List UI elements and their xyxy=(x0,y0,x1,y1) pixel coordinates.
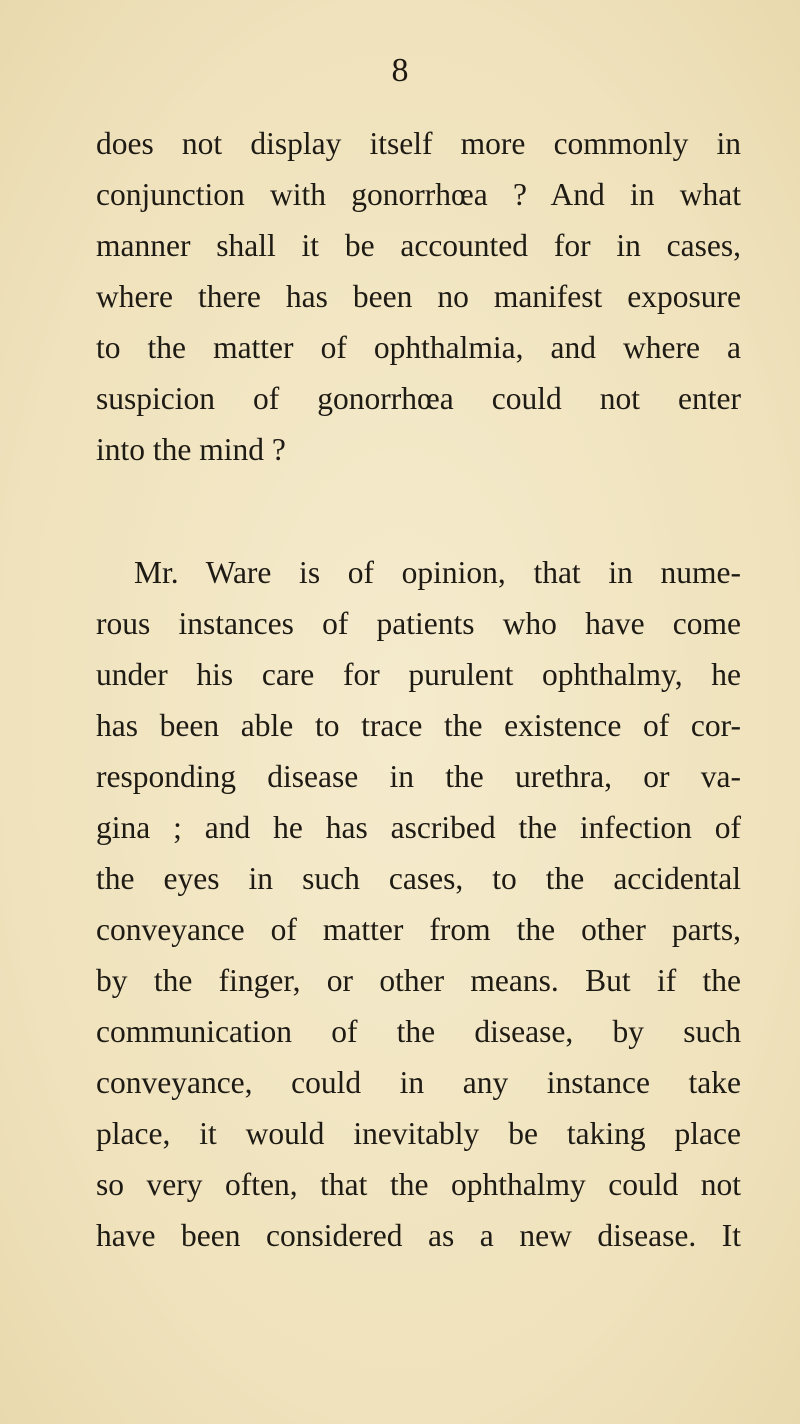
text-line: so very often, that the ophthalmy could not xyxy=(96,1167,741,1202)
page-number: 8 xyxy=(391,52,409,89)
text-line: place, it would inevitably be taking place xyxy=(96,1116,741,1151)
paragraph-1 xyxy=(96,118,741,475)
paragraph-gap xyxy=(96,475,741,547)
text-line: conjunction with gonorrhœa ? And in what xyxy=(96,177,741,212)
text-line: suspicion of gonorrhœa could not enter xyxy=(96,381,741,416)
text-line: gina ; and he has ascribed the infection of xyxy=(96,810,741,845)
text-line: has been able to trace the existence of cor- xyxy=(96,708,741,743)
text-line: into the mind ? xyxy=(96,432,286,467)
text-line: where there has been no manifest exposure xyxy=(96,279,741,314)
text-line: to the matter of ophthalmia, and where a xyxy=(96,330,741,365)
text-line: manner shall it be accounted for in cases, xyxy=(96,228,741,263)
text-line: conveyance, could in any instance take xyxy=(96,1065,741,1100)
text-line: Mr. Ware is of opinion, that in nume- xyxy=(134,555,741,590)
text-line: have been considered as a new disease. It xyxy=(96,1218,741,1253)
text-line: responding disease in the urethra, or va- xyxy=(96,759,741,794)
text-line: conveyance of matter from the other parts, xyxy=(96,912,741,947)
text-line: communication of the disease, by such xyxy=(96,1014,741,1049)
text-line: under his care for purulent ophthalmy, he xyxy=(96,657,741,692)
text-line: the eyes in such cases, to the accidental xyxy=(96,861,741,896)
text-line: by the finger, or other means. But if the xyxy=(96,963,741,998)
text-line: does not display itself more commonly in xyxy=(96,126,741,161)
text-line: rous instances of patients who have come xyxy=(96,606,741,641)
text-body xyxy=(96,118,741,1261)
paragraph-2 xyxy=(96,547,741,1261)
